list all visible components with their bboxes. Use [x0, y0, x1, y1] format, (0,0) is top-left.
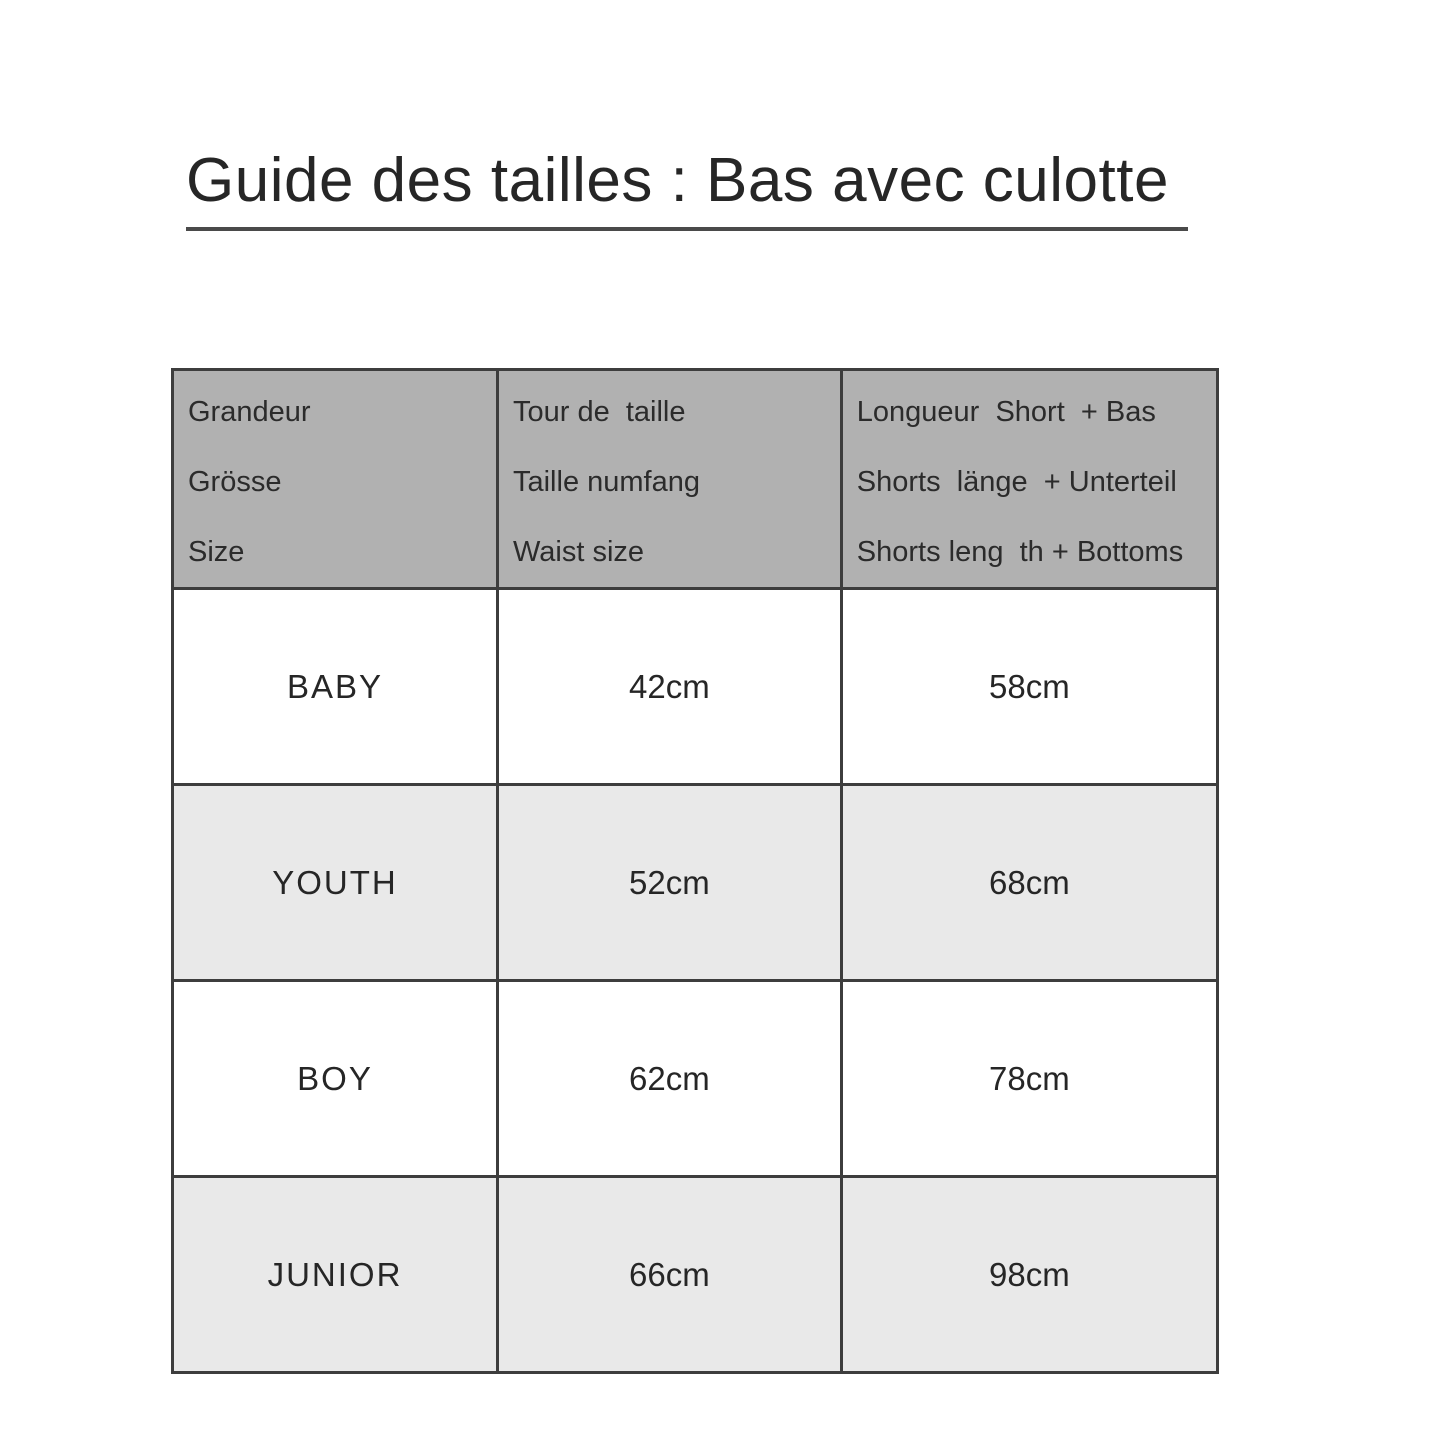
table-row [173, 981, 1218, 1177]
cell-length: 68cm [841, 785, 1217, 981]
header-cell-size [173, 370, 498, 589]
header-cell-waist [497, 370, 841, 589]
cell-size: BABY [173, 589, 498, 785]
header-label: Shorts länge + Unterteil [856, 466, 1177, 498]
table-header-row [173, 370, 1218, 589]
cell-waist: 62cm [497, 981, 841, 1177]
cell-length: 78cm [841, 981, 1217, 1177]
table-row [173, 589, 1218, 785]
cell-size: YOUTH [173, 785, 498, 981]
header-label: Grandeur [188, 396, 311, 428]
header-label: Grösse [188, 466, 282, 498]
header-label: Tour de taille [512, 396, 686, 428]
table-row [173, 785, 1218, 981]
cell-waist: 42cm [497, 589, 841, 785]
cell-waist: 66cm [497, 1177, 841, 1373]
cell-length: 98cm [841, 1177, 1217, 1373]
header-label: Size [188, 536, 245, 568]
header-label: Longueur Short + Bas [856, 396, 1156, 428]
cell-size: JUNIOR [173, 1177, 498, 1373]
header-label: Waist size [512, 536, 645, 568]
page-title-underline [186, 148, 1188, 231]
cell-waist: 52cm [497, 785, 841, 981]
header-label: Taille numfang [512, 466, 700, 498]
header-cell-length [841, 370, 1217, 589]
page-title: Guide des tailles : Bas avec culotte [186, 146, 1169, 215]
size-guide-table [171, 368, 1219, 1374]
header-label: Shorts leng th + Bottoms [856, 536, 1184, 568]
cell-length: 58cm [841, 589, 1217, 785]
cell-size: BOY [173, 981, 498, 1177]
table-row [173, 1177, 1218, 1373]
